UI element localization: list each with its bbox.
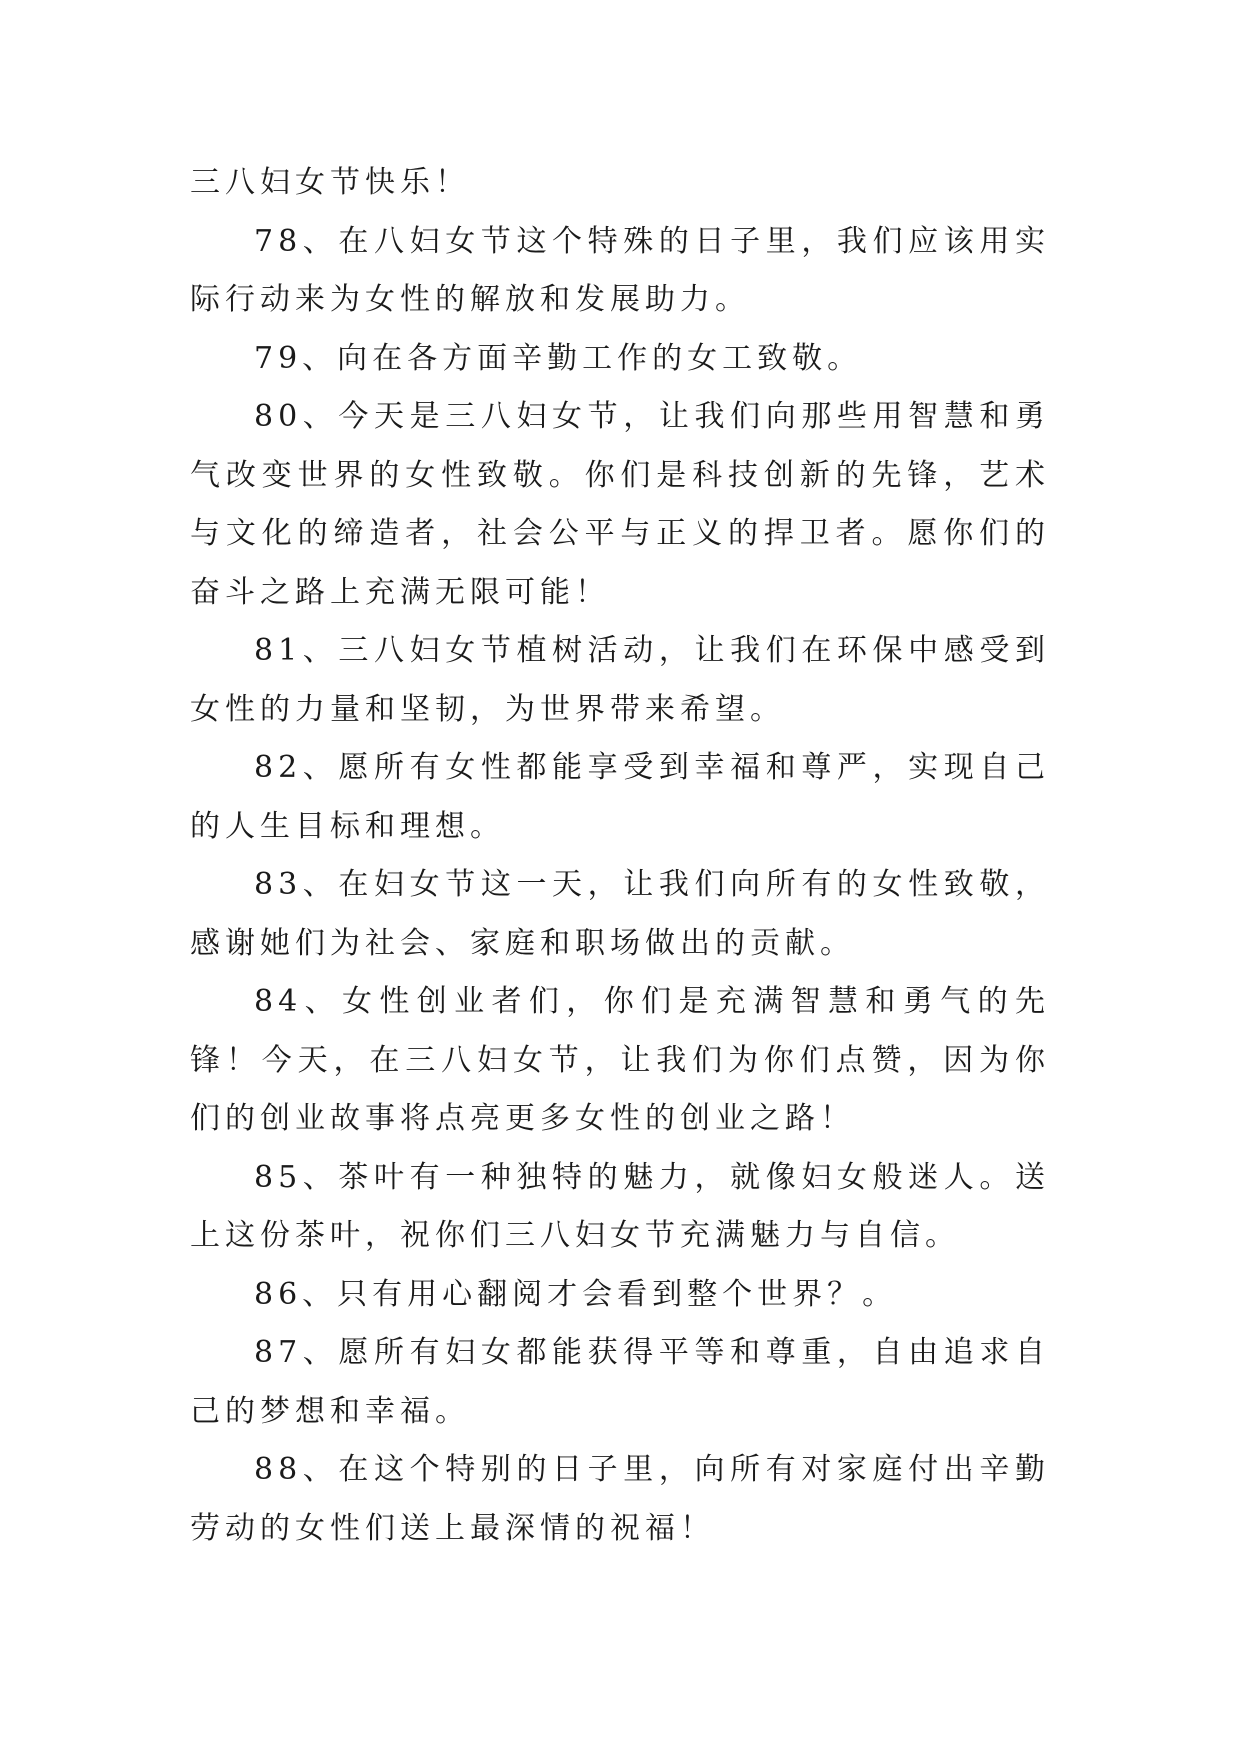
paragraph-86: 86、只有用心翻阅才会看到整个世界？。 xyxy=(254,1276,898,1312)
paragraph-88: 88、在这个特别的日子里，向所有对家庭付出辛勤劳动的女性们送上最深情的祝福！ xyxy=(190,1452,1050,1546)
paragraph-85: 85、茶叶有一种独特的魅力，就像妇女般迷人。送上这份茶叶，祝你们三八妇女节充满魅力与自信。 xyxy=(190,1159,1050,1253)
document-body xyxy=(190,154,1050,1558)
paragraph-78: 78、在八妇女节这个特殊的日子里，我们应该用实际行动来为女性的解放和发展助力。 xyxy=(190,223,1050,317)
paragraph-81: 81、三八妇女节植树活动，让我们在环保中感受到女性的力量和坚韧，为世界带来希望。 xyxy=(190,633,1050,727)
paragraph-84: 84、女性创业者们，你们是充满智慧和勇气的先锋！今天，在三八妇女节，让我们为你们点赞，因为你们的创业故事将点亮更多女性的创业之路！ xyxy=(190,984,1050,1136)
paragraph-82: 82、愿所有女性都能享受到幸福和尊严，实现自己的人生目标和理想。 xyxy=(190,750,1050,844)
paragraph-79: 79、向在各方面辛勤工作的女工致敬。 xyxy=(254,340,863,376)
paragraph-87: 87、愿所有妇女都能获得平等和尊重，自由追求自己的梦想和幸福。 xyxy=(190,1335,1050,1429)
paragraph-80: 80、今天是三八妇女节，让我们向那些用智慧和勇气改变世界的女性致敬。你们是科技创新的先锋，艺术与文化的缔造者，社会公平与正义的捍卫者。愿你们的奋斗之路上充满无限可能！ xyxy=(190,399,1050,610)
paragraph-closing-greeting: 三八妇女节快乐！ xyxy=(190,165,470,200)
paragraph-83: 83、在妇女节这一天，让我们向所有的女性致敬，感谢她们为社会、家庭和职场做出的贡献。 xyxy=(190,867,1050,961)
